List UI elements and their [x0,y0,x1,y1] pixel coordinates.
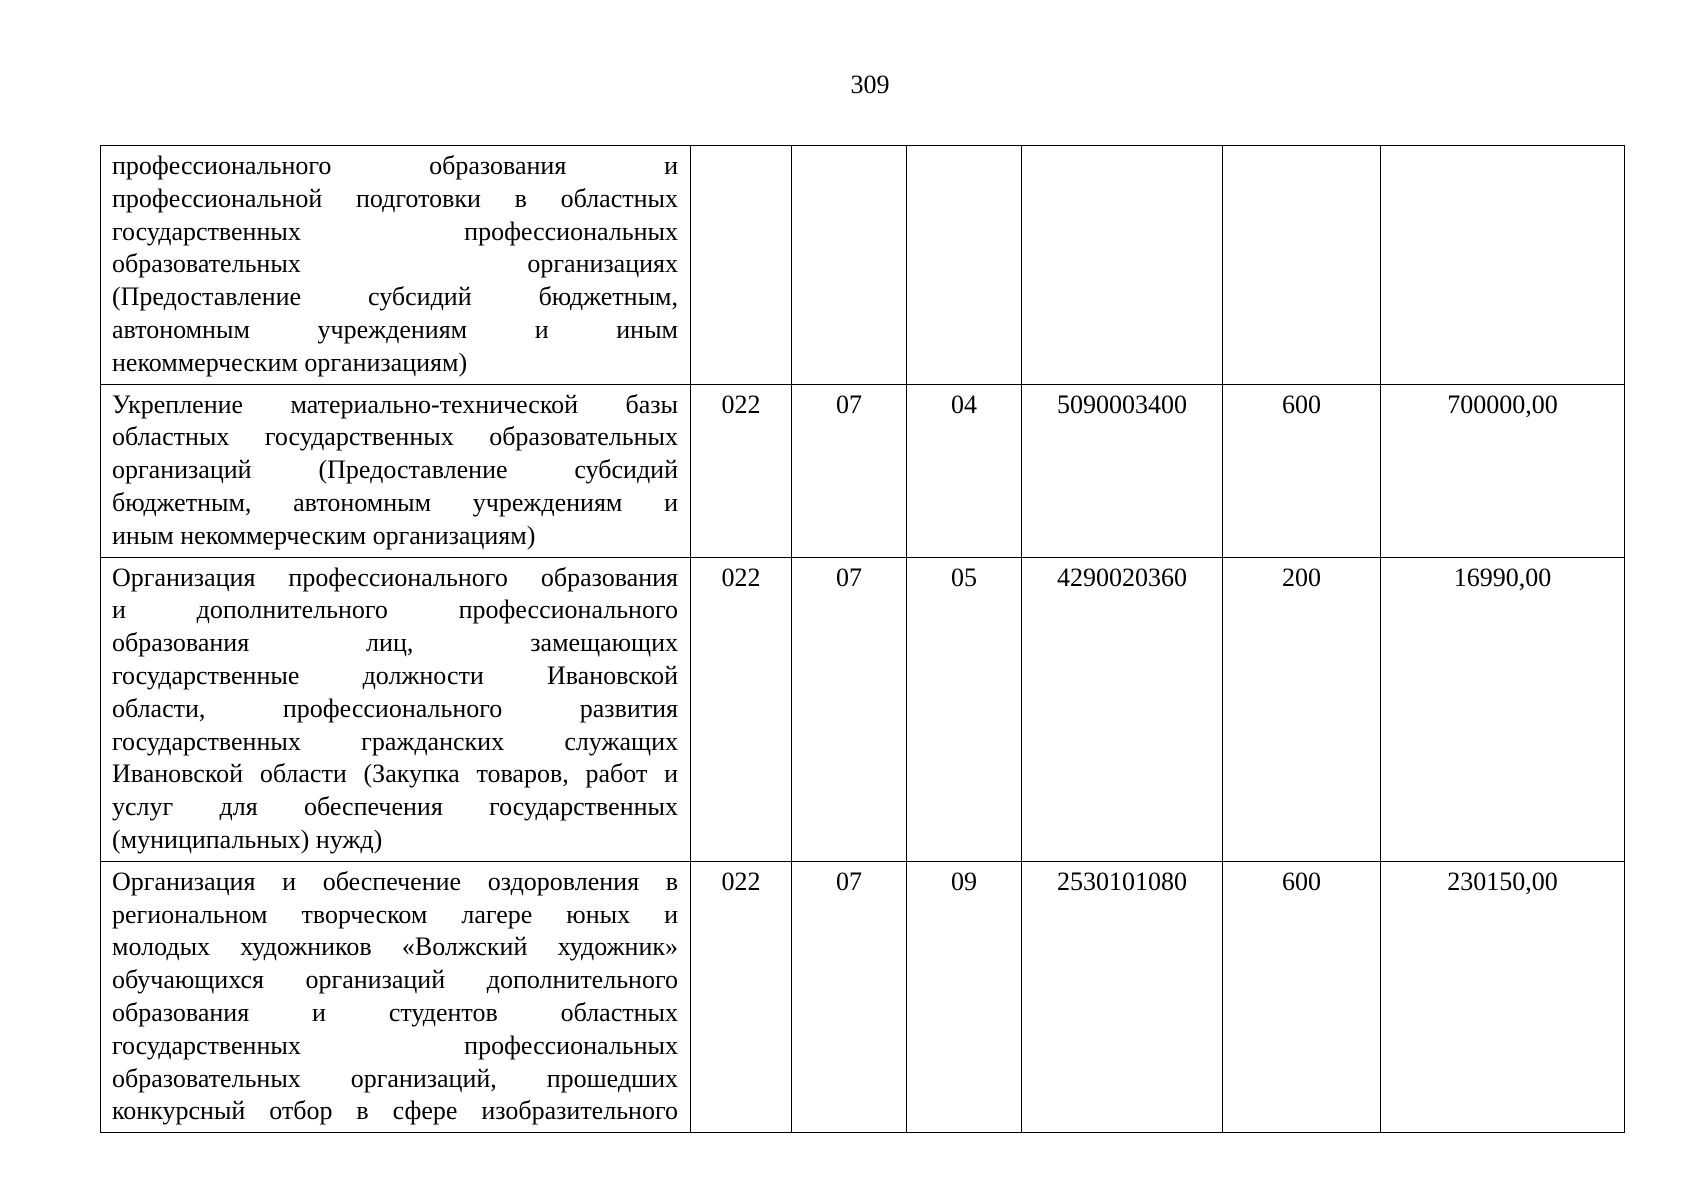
amount [1381,146,1625,385]
table-row [101,557,1625,861]
amount: 16990,00 [1381,557,1625,861]
row-description [101,557,691,861]
description-line: региональном творческом лагере юных и [112,899,678,929]
description-line: конкурсный отбор в сфере изобразительного [112,1096,678,1126]
subsection-code: 09 [907,861,1022,1132]
admin-code: 022 [691,384,792,557]
subsection-code: 04 [907,384,1022,557]
description-line: государственных гражданских служащих [112,726,678,756]
expense-type-code: 200 [1223,557,1381,861]
page-number: 309 [850,70,890,99]
target-code [1022,146,1223,385]
description-line: Ивановской области (Закупка товаров, работ и [112,759,678,789]
description-line: автономным учреждениям и иным [112,314,678,344]
section-code: 07 [792,557,907,861]
budget-table [100,145,1625,1133]
description-line: образовательных организациях [112,249,678,279]
description-line: организаций (Предоставление субсидий [112,455,678,485]
row-description [101,384,691,557]
subsection-code [907,146,1022,385]
description-line: государственных профессиональных [112,1030,678,1060]
table-row [101,861,1625,1132]
amount: 230150,00 [1381,861,1625,1132]
description-line: услуг для обеспечения государственных [112,792,678,822]
description-line: областных государственных образовательных [112,422,678,452]
description-line: (Предоставление субсидий бюджетным, [112,282,678,312]
table-row [101,146,1625,385]
description-line: профессионального образования и [112,151,678,180]
target-code: 4290020360 [1022,557,1223,861]
subsection-code: 05 [907,557,1022,861]
description-line: Организация и обеспечение оздоровления в [112,866,678,896]
amount: 700000,00 [1381,384,1625,557]
admin-code: 022 [691,557,792,861]
row-description [101,861,691,1132]
description-line: профессиональной подготовки в областных [112,183,678,213]
expense-type-code: 600 [1223,384,1381,557]
description-line: государственные должности Ивановской [112,660,678,690]
expense-type-code [1223,146,1381,385]
description-line: иным некоммерческим организациям) [112,520,536,550]
admin-code: 022 [691,861,792,1132]
description-line: Укрепление материально-технической базы [112,389,678,419]
description-line: обучающихся организаций дополнительного [112,965,678,995]
description-line: образовательных организаций, прошедших [112,1063,678,1093]
description-line: образования и студентов областных [112,997,678,1027]
description-line: образования лиц, замещающих [112,628,678,658]
expense-type-code: 600 [1223,861,1381,1132]
table-row [101,384,1625,557]
description-line: государственных профессиональных [112,216,678,246]
description-line: области, профессионального развития [112,693,678,723]
description-line: и дополнительного профессионального [112,595,678,625]
description-line: некоммерческим организациям) [112,347,468,377]
description-line: молодых художников «Волжский художник» [112,932,678,962]
target-code: 2530101080 [1022,861,1223,1132]
admin-code [691,146,792,385]
section-code: 07 [792,384,907,557]
description-line: Организация профессионального образования [112,562,678,592]
description-line: (муниципальных) нужд) [112,824,383,854]
section-code [792,146,907,385]
description-line: бюджетным, автономным учреждениям и [112,487,678,517]
section-code: 07 [792,861,907,1132]
row-description [101,146,691,385]
target-code: 5090003400 [1022,384,1223,557]
